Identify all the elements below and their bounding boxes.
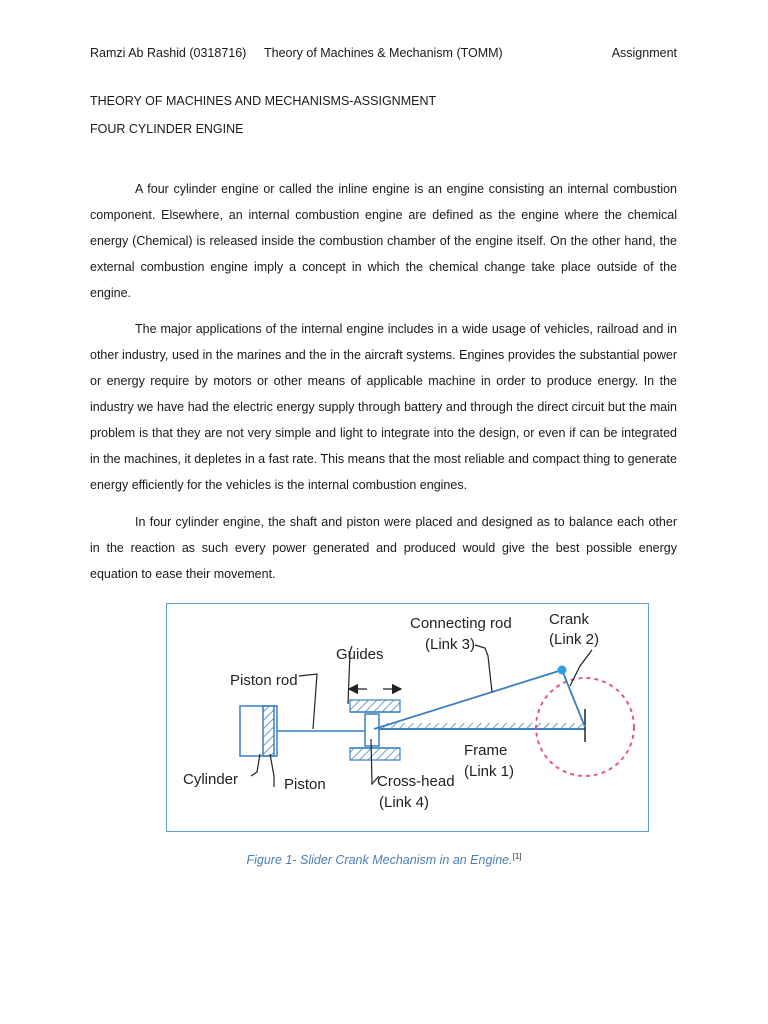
- connecting-rod-line: [374, 670, 562, 729]
- figure-caption: [0, 852, 768, 867]
- label-crank: Crank: [549, 611, 590, 628]
- caption-text: Figure 1- Slider Crank Mechanism in an Engine.: [246, 853, 513, 868]
- paragraph-1: A four cylinder engine or called the inline engine is an engine consisting an internal combustion component. Elsewhere, an internal combustion engine are defined as the engine where the chemical energy (Chemical) is released inside the combustion chamber of the engine itself. On the other hand, the external combustion engine imply a concept in which the chemical change take place outside of the engine.: [90, 182, 677, 300]
- paragraph-2: The major applications of the internal engine includes in a wide usage of vehicles, railroad and in other industry, used in the marines and the in the aircraft systems. Engines provides the substantial power or energy require by motors or other means of applicable machine in order to produce energy. In the industry we have had the electric energy supply through battery and through the direct circuit but the main problem is that they are not very simple and light to integrate into the design, or even if can be integrated in the machines, it depletes in a fast rate. This means that the most reliable and compact thing to generate energy efficiently for the vehicles is the internal combustion engines.: [90, 322, 677, 492]
- document-title: THEORY OF MACHINES AND MECHANISMS-ASSIGNMENT: [90, 94, 437, 108]
- piston-shape: [263, 706, 274, 756]
- label-piston: Piston: [284, 776, 326, 793]
- label-frame: Frame: [464, 742, 508, 759]
- crank-pin: [558, 666, 567, 675]
- page-header: [90, 46, 677, 64]
- cross-head-shape: [365, 714, 379, 746]
- label-link1: (Link 1): [464, 763, 515, 780]
- label-cross-head: Cross-head: [377, 773, 455, 790]
- label-link3: (Link 3): [425, 636, 476, 653]
- frame-shape: [379, 709, 585, 742]
- header-author: Ramzi Ab Rashid (0318716): [90, 46, 247, 60]
- header-doc-type: Assignment: [611, 46, 677, 60]
- slider-crank-diagram: [167, 604, 648, 831]
- label-cylinder: Cylinder: [183, 771, 239, 788]
- slider-crank-figure: [166, 603, 649, 832]
- label-link4: (Link 4): [379, 794, 430, 811]
- document-subtitle: FOUR CYLINDER ENGINE: [90, 122, 244, 136]
- label-connecting-rod: Connecting rod: [410, 615, 512, 632]
- paragraph-3: In four cylinder engine, the shaft and piston were placed and designed as to balance each other in the reaction as such every power generated and produced would give the best possible energy equation to ease their movement.: [90, 515, 677, 581]
- label-link2: (Link 2): [549, 631, 600, 648]
- label-piston-rod: Piston rod: [230, 672, 298, 689]
- caption-reference[interactable]: [1]: [512, 852, 522, 861]
- header-course: Theory of Machines & Mechanism (TOMM): [264, 46, 503, 60]
- label-guides: Guides: [336, 646, 384, 663]
